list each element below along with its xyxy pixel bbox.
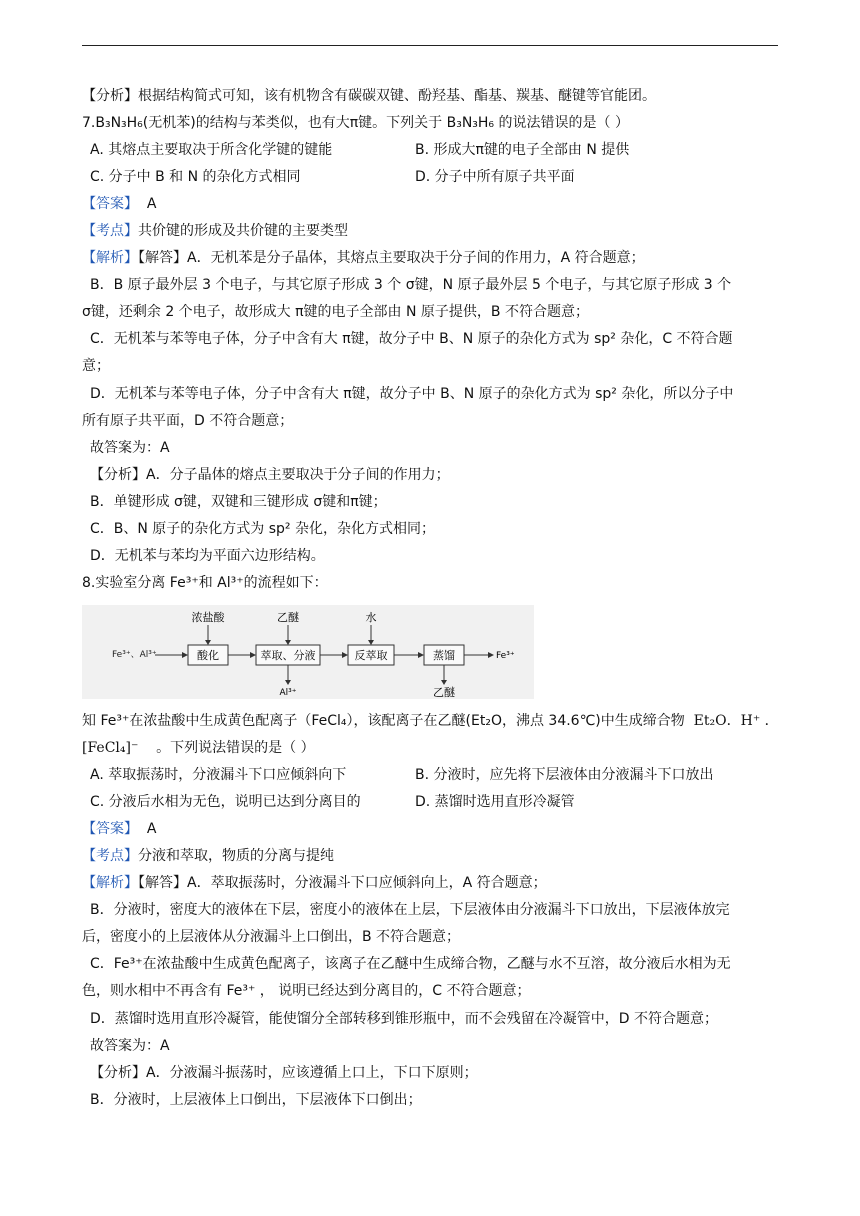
q7-kaodian (82, 221, 782, 241)
separation-flow-diagram (82, 605, 534, 699)
q7-fenxi: 【分析】A．分子晶体的熔点主要取决于分子间的作用力； (90, 467, 450, 483)
q8-known-2 (82, 738, 782, 758)
flow-output: Fe³⁺ (496, 651, 515, 661)
q8-option-d: D. 蒸馏时选用直形冷凝管 (415, 794, 575, 810)
q8-fenxi: 【分析】A．分液漏斗振荡时，应该遵循上口上，下口下原则； (90, 1065, 478, 1081)
q7-answer (82, 194, 782, 214)
q8-jiexi-line: C．Fe³⁺在浓盐酸中生成黄色配离子，该离子在乙醚中生成缔合物，乙醚与水不互溶，故分液后水相为无 (90, 956, 731, 972)
product-ether: 乙醚 (433, 686, 455, 699)
q8-option-b: B. 分液时，应先将下层液体由分液漏斗下口放出 (415, 767, 714, 783)
q8-stem: 8.实验室分离 Fe³⁺和 Al³⁺的流程如下： (82, 575, 328, 591)
box-extract-label: 萃取、分液 (260, 649, 316, 662)
q7-jiexi-line: C．无机苯与苯等电子体，分子中含有大 π键，故分子中 B、N 原子的杂化方式为 sp² 杂化，C 不符合题 (90, 331, 733, 347)
q7-option-c: C. 分子中 B 和 N 的杂化方式相同 (90, 169, 301, 185)
reagent-ether: 乙醚 (277, 611, 299, 624)
q8-formula: Et₂O．H⁺ ． (693, 713, 779, 729)
q7-fenxi: C．B、N 原子的杂化方式为 sp² 杂化，杂化方式相同； (90, 521, 435, 537)
q8-jiexi (82, 873, 782, 893)
q8-fenxi: B．分液时，上层液体上口倒出，下层液体下口倒出； (90, 1092, 422, 1108)
q8-jiexi-line: 后，密度小的上层液体从分液漏斗上口倒出，B 不符合题意； (82, 929, 461, 945)
box-distill-label: 蒸馏 (433, 649, 455, 662)
q8-jiexi-line: D．蒸馏时选用直形冷凝管，能使馏分全部转移到锥形瓶中，而不会残留在冷凝管中，D 不符合题意； (90, 1011, 719, 1027)
jiexi-tag: 【解析】 (82, 250, 138, 266)
jiexi-text: 【解答】A．萃取振荡时，分液漏斗下口应倾斜向上，A 符合题意； (138, 875, 547, 891)
kaodian-tag: 【考点】 (82, 223, 138, 239)
q8-jiexi-line: 色，则水相中不再含有 Fe³⁺ ， 说明已经达到分离目的，C 不符合题意； (82, 983, 531, 999)
q7-final: 故答案为：A (90, 440, 170, 456)
q8-jiexi-line: B．分液时，密度大的液体在下层，密度小的液体在上层，下层液体由分液漏斗下口放出，下层液体放完 (90, 902, 730, 918)
q7-option-b: B. 形成大π键的电子全部由 N 提供 (415, 142, 630, 158)
q7-fenxi: B．单键形成 σ键，双键和三键形成 σ键和π键； (90, 494, 387, 510)
q7-stem: 7.B₃N₃H₆(无机苯)的结构与苯类似，也有大π键。下列关于 B₃N₃H₆ 的说法错误的是（ ） (82, 115, 629, 131)
q8-kaodian (82, 846, 782, 866)
q8-final: 故答案为：A (90, 1038, 170, 1054)
kaodian-text: 共价键的形成及共价键的主要类型 (138, 223, 348, 239)
reagent-hcl: 浓盐酸 (191, 611, 225, 624)
jiexi-text: 【解答】A．无机苯是分子晶体，其熔点主要取决于分子间的作用力，A 符合题意； (138, 250, 645, 266)
answer-tag: 【答案】 (82, 196, 138, 212)
q7-jiexi-line: D．无机苯与苯等电子体，分子中含有大 π键，故分子中 B、N 原子的杂化方式为 sp² 杂化，所以分子中 (90, 386, 734, 402)
q8-known (82, 711, 782, 731)
jiexi-tag: 【解析】 (82, 875, 138, 891)
q7-jiexi (82, 248, 782, 268)
box-acidify-label: 酸化 (197, 649, 219, 662)
q8-option-a: A. 萃取振荡时，分液漏斗下口应倾斜向下 (90, 767, 347, 783)
q8-answer (82, 819, 782, 839)
flow-input: Fe³⁺、Al³⁺ (112, 650, 157, 660)
kaodian-tag: 【考点】 (82, 848, 138, 864)
q7-jiexi-line: 意； (82, 358, 110, 374)
product-al: Al³⁺ (279, 688, 297, 698)
prev-analysis: 【分析】根据结构简式可知，该有机物含有碳碳双键、酚羟基、酯基、羰基、醚键等官能团。 (82, 88, 656, 104)
q7-fenxi: D．无机苯与苯均为平面六边形结构。 (90, 548, 325, 564)
kaodian-text: 分液和萃取，物质的分离与提纯 (138, 848, 334, 864)
answer-value: A (146, 196, 157, 212)
q7-jiexi-line: 所有原子共平面，D 不符合题意； (82, 413, 294, 429)
q8-question: 。下列说法错误的是（ ） (156, 740, 315, 756)
box-back-extract-label: 反萃取 (354, 649, 388, 662)
q8-formula-2: [FeCl₄]⁻ (82, 740, 139, 756)
q7-jiexi-line: B．B 原子最外层 3 个电子，与其它原子形成 3 个 σ键，N 原子最外层 5 个电子，与其它原子形成 3 个 (90, 277, 732, 293)
header-rule (82, 45, 778, 46)
q7-jiexi-line: σ键，还剩余 2 个电子，故形成大 π键的电子全部由 N 原子提供，B 不符合题意； (82, 304, 589, 320)
q8-option-c: C. 分液后水相为无色，说明已达到分离目的 (90, 794, 361, 810)
reagent-water: 水 (365, 611, 377, 624)
q7-option-d: D. 分子中所有原子共平面 (415, 169, 575, 185)
q8-known-text: 知 Fe³⁺在浓盐酸中生成黄色配离子（FeCl₄），该配离子在乙醚(Et₂O，沸点 34.6℃)中生成缔合物 (82, 713, 685, 729)
answer-tag: 【答案】 (82, 821, 138, 837)
answer-value: A (146, 821, 157, 837)
q7-option-a: A. 其熔点主要取决于所含化学键的键能 (90, 142, 333, 158)
